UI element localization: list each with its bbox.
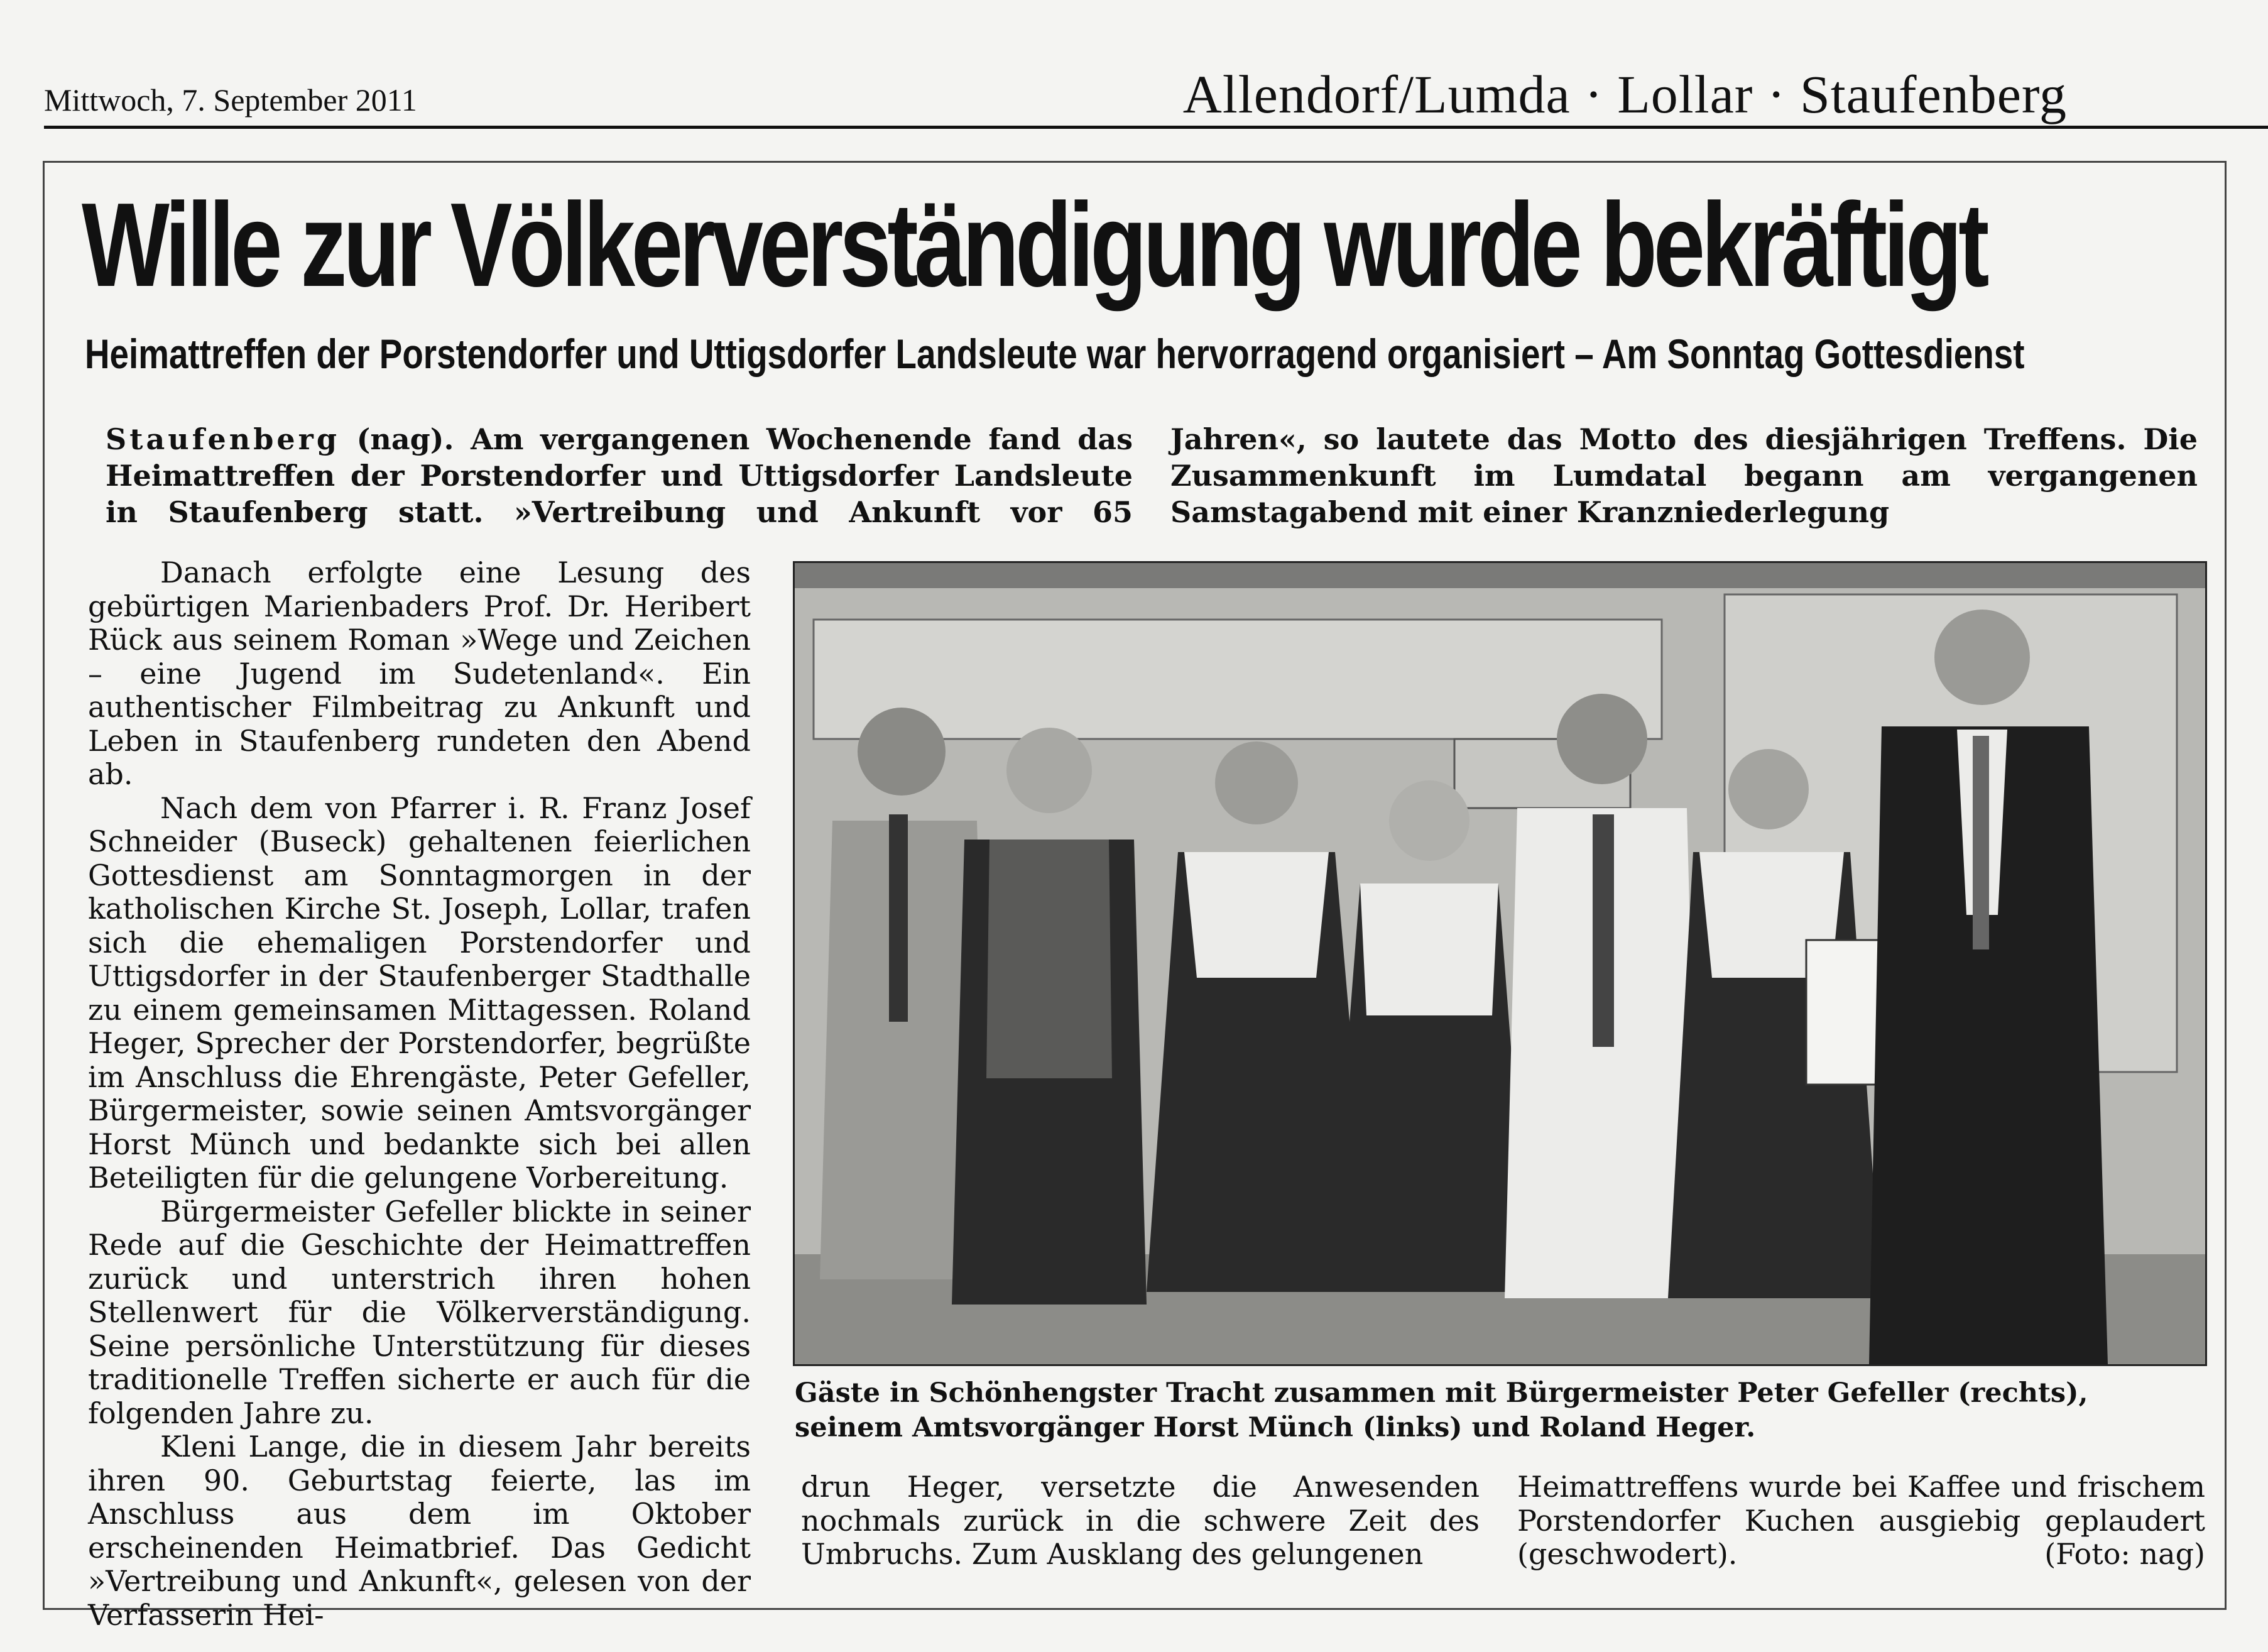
lead-dateline: Staufenberg [106, 422, 341, 456]
header-rule [44, 126, 2268, 129]
body-column-3 [1517, 1470, 2205, 1577]
photo-credit: (Foto: nag) [2044, 1537, 2205, 1571]
body-paragraph [1517, 1470, 2205, 1572]
body-paragraph: Danach erfolgte eine Lesung des gebürtigen Marienbaders Prof. Dr. Heribert Rück aus seinem Roman »Wege und Zeichen – eine Jugend im Sudetenland«. Ein authentischer Filmbeitrag zu Ankunft und Leben in Staufenberg rundeten den Abend ab. [88, 555, 751, 791]
section-title: Allendorf/Lumda · Lollar · Staufenberg [1182, 64, 2067, 124]
photo-caption: Gäste in Schönhengster Tracht zusammen mit Bürgermeister Peter Gefeller (rechts), seinem Amtsvorgänger Horst Münch (links) und Roland Heger. [795, 1377, 2088, 1443]
wall-banner [814, 620, 1662, 739]
body-paragraph: Kleni Lange, die in diesem Jahr bereits ihren 90. Geburtstag feierte, las im Anschluss aus dem im Oktober erscheinenden Heimatbrief. Das Gedicht »Vertreibung und Ankunft«, gelesen von der Verfasserin Hei- [88, 1430, 751, 1632]
article-headline: Wille zur Völkerverständigung wurde bekräftigt [82, 178, 1986, 312]
photo-ceiling-band [795, 563, 2205, 588]
article-lead [106, 421, 2198, 531]
issue-date: Mittwoch, 7. September 2011 [44, 82, 417, 118]
running-head [44, 63, 2067, 132]
group-photo-illustration [795, 563, 2205, 1364]
group-photo [793, 561, 2207, 1366]
article-subheadline: Heimattreffen der Porstendorfer und Uttigsdorfer Landsleute war hervorragend organisiert – Am Sonntag Gottesdienst [85, 331, 2025, 377]
body-paragraph: Bürgermeister Gefeller blickte in seiner Rede auf die Geschichte der Heimattreffen zurück und unterstrich ihren hohen Stellenwert für die Völkerverständigung. Seine persönliche Unterstützung für dieses traditionelle Treffen sicherte er auch für die folgenden Jahre zu. [88, 1194, 751, 1430]
lead-text: (nag). Am vergangenen Wochenende fand das Heimattreffen der Porstendorfer und Uttigsdorfer Landsleute in Staufenberg statt. »Vertreibung und Ankunft vor 65 Jahren«, so lautete das Motto des diesjährigen Treffens. Die Zusammenkunft im Lumdatal begann am vergangenen Samstagabend mit einer Kranzniederlegung [106, 422, 2198, 529]
body-paragraph: Nach dem von Pfarrer i. R. Franz Josef Schneider (Buseck) gehaltenen feierlichen Gottesdienst am Sonntagmorgen in der katholischen Kirche St. Joseph, Lollar, trafen sich die ehemaligen Porstendorfer und Uttigsdorfer in der Staufenberger Stadthalle zu einem gemeinsamen Mittagessen. Roland Heger, Sprecher der Porstendorfer, begrüßte im Anschluss die Ehrengäste, Peter Gefeller, Bürgermeister, sowie seinen Amtsvorgänger Horst Münch und bedankte sich bei allen Beteiligten für die gelungene Vorbereitung. [88, 790, 751, 1195]
closing-text: Heimattreffens wurde bei Kaffee und frischem Porstendorfer Kuchen ausgiebig geplaudert (geschwodert). [1517, 1470, 2205, 1571]
body-column-1 [88, 555, 751, 1632]
body-column-2 [801, 1470, 1480, 1577]
body-paragraph: drun Heger, versetzte die Anwesenden nochmals zurück in die schwere Zeit des Umbruchs. Zum Ausklang des gelungenen [801, 1470, 1480, 1571]
